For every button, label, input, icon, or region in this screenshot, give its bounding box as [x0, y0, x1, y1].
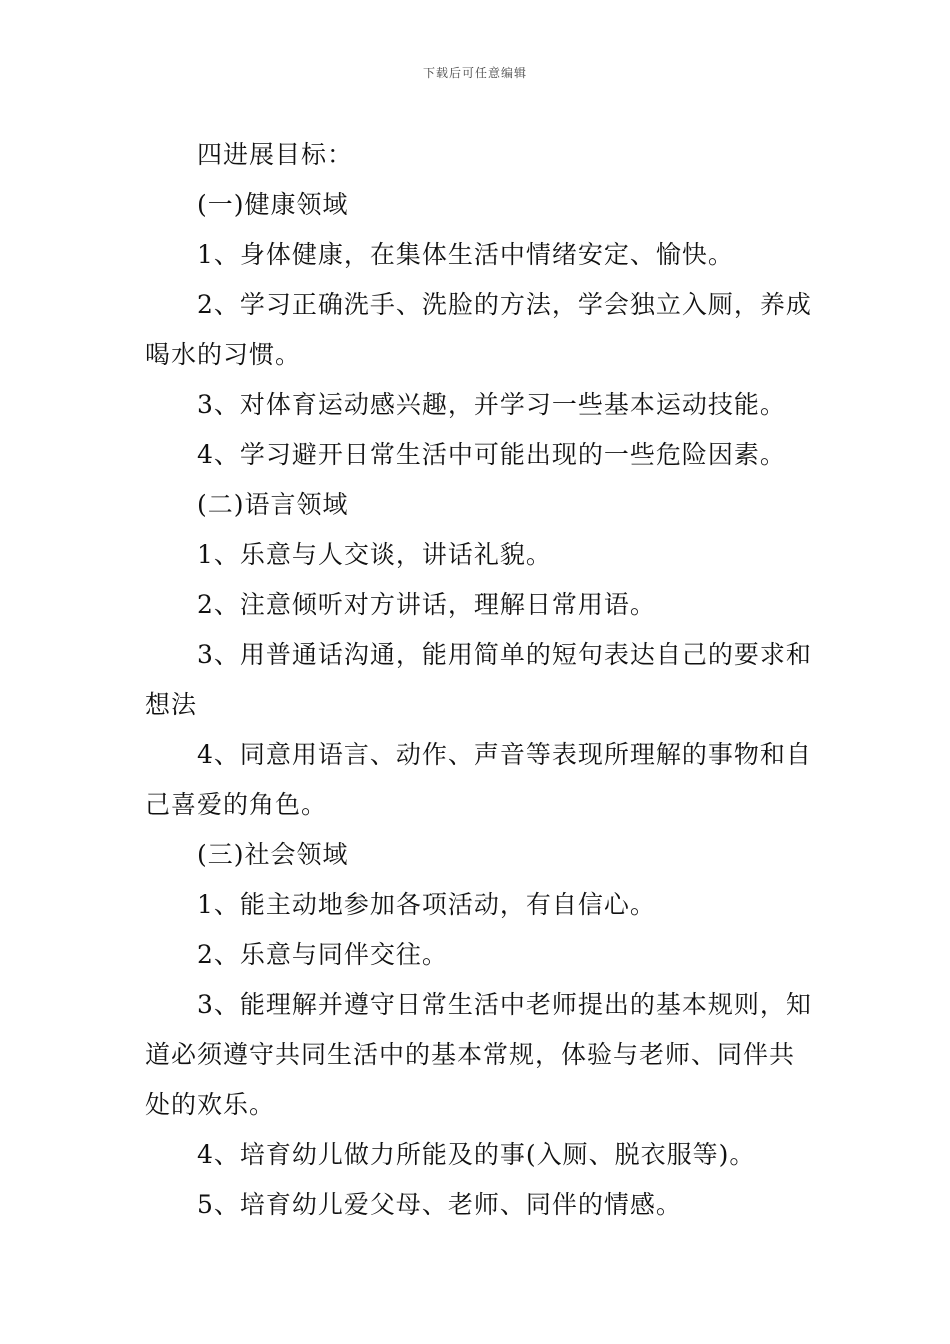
- paragraph-line: 3、对体育运动感兴趣，并学习一些基本运动技能。: [197, 390, 786, 419]
- paragraph-line: 4、培育幼儿做力所能及的事(入厕、脱衣服等)。: [197, 1140, 756, 1169]
- paragraph-line: 己喜爱的角色。: [145, 790, 328, 819]
- paragraph-line: 道必须遵守共同生活中的基本常规，体验与老师、同伴共: [145, 1040, 796, 1069]
- paragraph-line: 1、能主动地参加各项活动，有自信心。: [197, 890, 656, 919]
- paragraph-line: (一)健康领域: [197, 190, 349, 219]
- paragraph-line: 1、身体健康，在集体生活中情绪安定、愉快。: [197, 240, 734, 269]
- paragraph-line: 2、注意倾听对方讲话，理解日常用语。: [197, 590, 656, 619]
- paragraph-line: 4、学习避开日常生活中可能出现的一些危险因素。: [197, 440, 786, 469]
- paragraph-line: (二)语言领域: [197, 490, 349, 519]
- paragraph-line: 2、学习正确洗手、洗脸的方法，学会独立入厕，养成: [197, 290, 812, 319]
- paragraph-line: 1、乐意与人交谈，讲话礼貌。: [197, 540, 552, 569]
- paragraph-line: 2、乐意与同伴交往。: [197, 940, 448, 969]
- paragraph-line: 3、用普通话沟通，能用简单的短句表达自己的要求和: [197, 640, 812, 669]
- page-header: 下载后可任意编辑: [422, 66, 527, 80]
- paragraph-line: 5、培育幼儿爱父母、老师、同伴的情感。: [197, 1190, 682, 1219]
- paragraph-line: 4、同意用语言、动作、声音等表现所理解的事物和自: [197, 740, 812, 769]
- document-body: [145, 130, 810, 1230]
- paragraph-line: 喝水的习惯。: [145, 340, 302, 369]
- paragraph-line: 四进展目标：: [197, 140, 354, 169]
- paragraph-line: 3、能理解并遵守日常生活中老师提出的基本规则，知: [197, 990, 812, 1019]
- paragraph-line: 处的欢乐。: [145, 1090, 276, 1119]
- paragraph-line: 想法: [145, 690, 198, 719]
- paragraph-line: (三)社会领域: [197, 840, 349, 869]
